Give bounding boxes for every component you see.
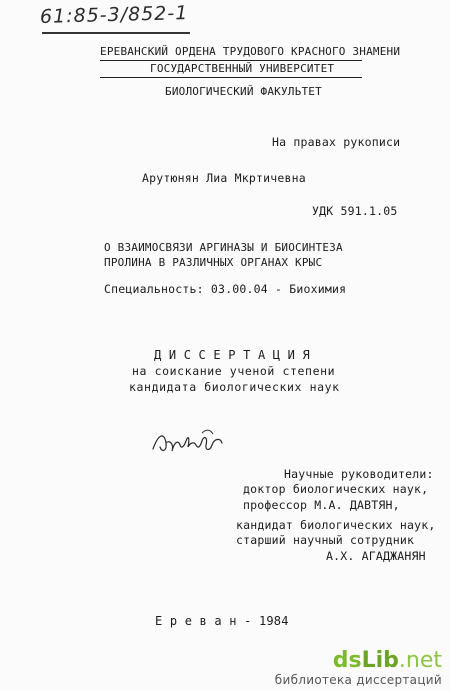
dslib-watermark bbox=[275, 649, 442, 687]
institution-underline-2 bbox=[100, 77, 362, 78]
institution-line-2: ГОСУДАРСТВЕННЫЙ УНИВЕРСИТЕТ bbox=[150, 62, 335, 75]
author-name: Арутюнян Лиа Мкртичевна bbox=[142, 171, 306, 185]
advisor-2-name: А.Х. АГАДЖАНЯН bbox=[326, 549, 426, 563]
specialty: Специальность: 03.00.04 - Биохимия bbox=[104, 282, 347, 296]
dissertation-heading: Д И С С Е Р Т А Ц И Я bbox=[154, 348, 310, 362]
advisors-heading: Научные руководители: bbox=[284, 467, 434, 481]
udk-code: УДК 591.1.05 bbox=[312, 204, 398, 218]
archive-underline bbox=[42, 32, 190, 34]
archive-number: 61:85-3/852-1 bbox=[39, 2, 189, 28]
advisor-1-degree: доктор биологических наук, bbox=[243, 482, 429, 496]
dissertation-line-2: кандидата биологических наук bbox=[129, 380, 340, 394]
manuscript-rights: На правах рукописи bbox=[272, 135, 401, 149]
title-line-1: О ВЗАИМОСВЯЗИ АРГИНАЗЫ И БИОСИНТЕЗА bbox=[104, 241, 343, 254]
faculty-name: БИОЛОГИЧЕСКИЙ ФАКУЛЬТЕТ bbox=[165, 85, 322, 98]
city-and-year: Е р е в а н - 1984 bbox=[155, 614, 289, 628]
advisor-1-name: профессор М.А. ДАВТЯН, bbox=[243, 498, 400, 512]
dissertation-line-1: на соискание ученой степени bbox=[132, 364, 336, 378]
handwritten-signature bbox=[150, 425, 225, 460]
institution-line-1: ЕРЕВАНСКИЙ ОРДЕНА ТРУДОВОГО КРАСНОГО ЗНАМЕНИ bbox=[100, 45, 401, 58]
title-line-2: ПРОЛИНА В РАЗЛИЧНЫХ ОРГАНАХ КРЫС bbox=[104, 256, 323, 269]
dslib-logo: dsLib.net bbox=[332, 648, 442, 673]
dslib-subtitle: библиотека диссертаций bbox=[274, 673, 442, 687]
advisor-2-position: старший научный сотрудник bbox=[236, 533, 415, 547]
advisor-2-degree: кандидат биологических наук, bbox=[236, 518, 436, 532]
institution-underline-1 bbox=[100, 60, 362, 61]
